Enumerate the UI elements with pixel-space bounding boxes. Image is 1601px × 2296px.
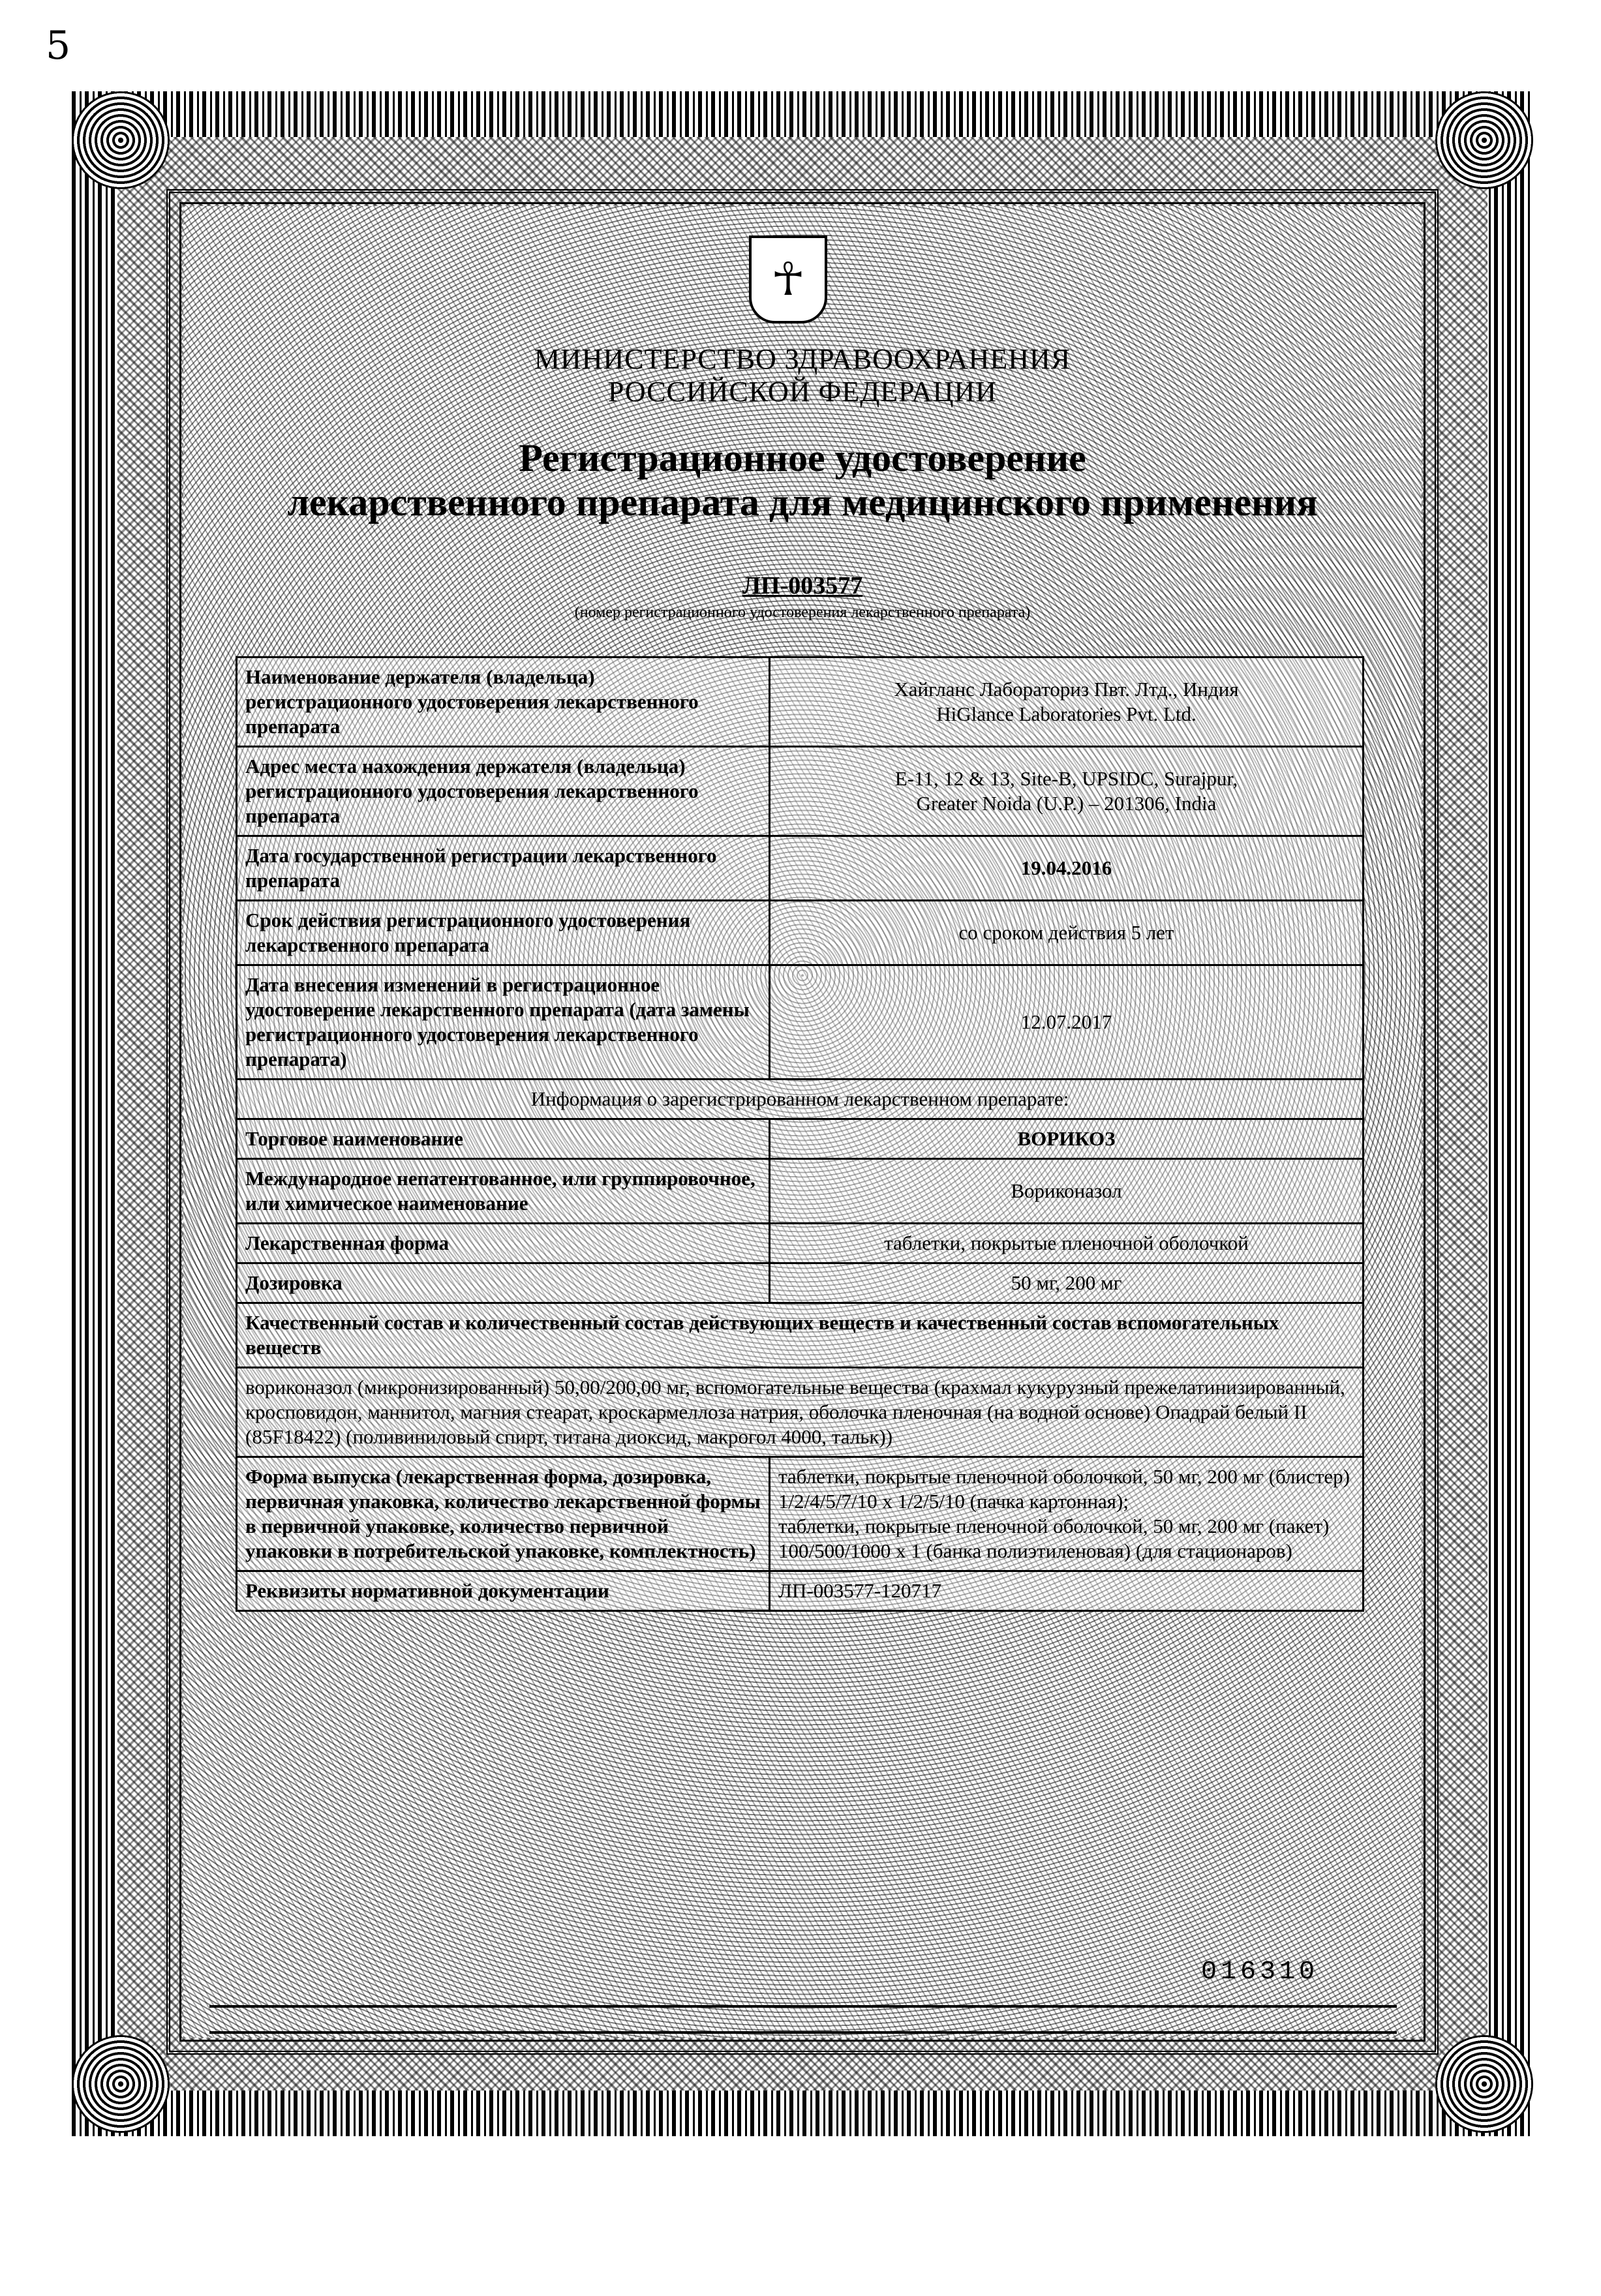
table-row	[237, 1119, 1364, 1159]
changes-date-label: Дата внесения изменений в регистрационное удостоверение лекарственного препарата (дата замены регистрационного удостоверения лекарственного препарата)	[237, 965, 770, 1080]
table-row	[237, 901, 1364, 965]
corner-rosette-icon	[1435, 2035, 1533, 2133]
trade-name-value: ВОРИКОЗ	[770, 1119, 1364, 1159]
holder-name-ru: Хайгланс Лабораториз Пвт. Лтд., Индия	[894, 678, 1239, 701]
validity-value: со сроком действия 5 лет	[770, 901, 1364, 965]
release-form-blister: таблетки, покрытые пленочной оболочкой, 50 мг, 200 мг (блистер) 1/2/4/5/7/10 x 1/2/5/10 (пачка картонная);	[778, 1465, 1350, 1513]
validity-label: Срок действия регистрационного удостоверения лекарственного препарата	[237, 901, 770, 965]
table-row	[237, 747, 1364, 836]
holder-value	[770, 657, 1364, 747]
handwritten-page-mark: 5	[46, 23, 71, 68]
table-row	[237, 1571, 1364, 1611]
ministry-line-1: МИНИСТЕРСТВО ЗДРАВООХРАНЕНИЯ	[534, 343, 1071, 375]
table-row	[237, 836, 1364, 901]
changes-date-value: 12.07.2017	[770, 965, 1364, 1080]
registration-date-value: 19.04.2016	[770, 836, 1364, 901]
table-row	[237, 1457, 1364, 1571]
holder-name-en: HiGlance Laboratories Pvt. Ltd.	[936, 702, 1197, 725]
table-row	[237, 1224, 1364, 1263]
normative-docs-value: ЛП-003577-120717	[770, 1571, 1364, 1611]
table-row	[237, 1159, 1364, 1224]
table-row	[237, 965, 1364, 1080]
registration-number-caption: (номер регистрационного удостоверения лекарственного препарата)	[574, 604, 1031, 621]
normative-docs-label: Реквизиты нормативной документации	[237, 1571, 770, 1611]
address-value	[770, 747, 1364, 836]
title-line-2: лекарственного препарата для медицинского применения	[287, 481, 1318, 524]
registration-table	[236, 656, 1364, 1612]
serial-number: 016310	[1201, 1957, 1319, 1987]
section-header: Информация о зарегистрированном лекарственном препарате:	[237, 1080, 1364, 1119]
trade-name-label: Торговое наименование	[237, 1119, 770, 1159]
table-row	[237, 657, 1364, 747]
dosage-value: 50 мг, 200 мг	[770, 1263, 1364, 1303]
registration-date-label: Дата государственной регистрации лекарственного препарата	[237, 836, 770, 901]
table-row	[237, 1368, 1364, 1457]
dosage-label: Дозировка	[237, 1263, 770, 1303]
address-label: Адрес места нахождения держателя (владельца) регистрационного удостоверения лекарственного препарата	[237, 747, 770, 836]
certificate-content	[183, 206, 1422, 2038]
corner-rosette-icon	[1435, 91, 1533, 189]
release-form-bulk: таблетки, покрытые пленочной оболочкой, 50 мг, 200 мг (пакет) 100/500/1000 x 1 (банка полиэтиленовая) (для стационаров)	[778, 1515, 1330, 1562]
address-line-1: E-11, 12 & 13, Site-B, UPSIDC, Surajpur,	[894, 767, 1238, 790]
release-form-value	[770, 1457, 1364, 1571]
inn-value: Вориконазол	[770, 1159, 1364, 1224]
corner-rosette-icon	[72, 91, 170, 189]
title-line-1: Регистрационное удостоверение	[519, 436, 1086, 479]
coat-of-arms-icon: ☥	[749, 235, 827, 324]
dosage-form-label: Лекарственная форма	[237, 1224, 770, 1263]
table-row	[237, 1080, 1364, 1119]
ministry-name	[183, 343, 1422, 408]
composition-value: вориконазол (микронизированный) 50,00/200,00 мг, вспомогательные вещества (крахмал кукурузный прежелатинизированный, кросповидон, маннитол, магния стеарат, кроскармеллоза натрия, оболочка пленочная (на водной основе) Опадрай белый II (85F18422) (поливиниловый спирт, титана диоксид, макрогол 4000, тальк))	[237, 1368, 1364, 1457]
corner-rosette-icon	[72, 2035, 170, 2133]
footer-band	[209, 2005, 1397, 2034]
table-row	[237, 1263, 1364, 1303]
holder-label: Наименование держателя (владельца) регистрационного удостоверения лекарственного препарата	[237, 657, 770, 747]
release-form-label: Форма выпуска (лекарственная форма, дозировка, первичная упаковка, количество лекарственной формы в первичной упаковке, количество первичной упаковки в потребительской упаковке, комплектность)	[237, 1457, 770, 1571]
document-title	[183, 436, 1422, 524]
address-line-2: Greater Noida (U.P.) – 201306, India	[916, 792, 1217, 815]
table-row	[237, 1303, 1364, 1368]
registration-number: ЛП-003577	[742, 572, 863, 599]
inn-label: Международное непатентованное, или группировочное, или химическое наименование	[237, 1159, 770, 1224]
dosage-form-value: таблетки, покрытые пленочной оболочкой	[770, 1224, 1364, 1263]
composition-label: Качественный состав и количественный состав действующих веществ и качественный состав вспомогательных веществ	[237, 1303, 1364, 1368]
ministry-line-2: РОССИЙСКОЙ ФЕДЕРАЦИИ	[607, 376, 998, 408]
